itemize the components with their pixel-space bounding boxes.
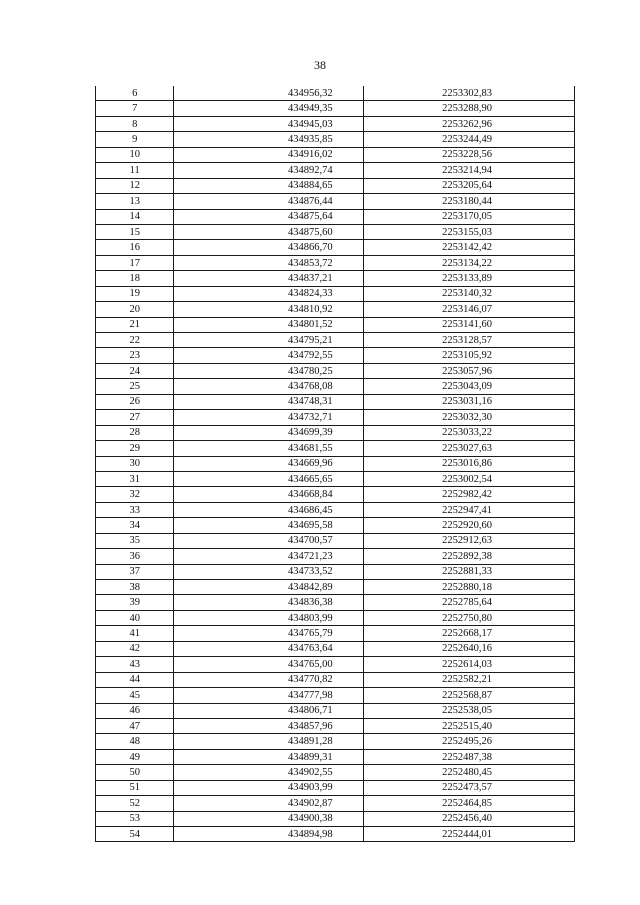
- x-coordinate-cell: 434875,64: [174, 209, 363, 224]
- table-row: [96, 672, 575, 687]
- table-row: [96, 132, 575, 147]
- point-number-cell: 41: [96, 626, 174, 641]
- point-number-cell: 10: [96, 147, 174, 162]
- x-coordinate-cell: 434748,31: [174, 394, 363, 409]
- point-number-cell: 9: [96, 132, 174, 147]
- table-row: [96, 765, 575, 780]
- table-row: [96, 147, 575, 162]
- table-row: [96, 394, 575, 409]
- y-coordinate-cell: 2253032,30: [363, 410, 574, 425]
- table-row: [96, 564, 575, 579]
- table-row: [96, 116, 575, 131]
- table-row: [96, 688, 575, 703]
- x-coordinate-cell: 434721,23: [174, 549, 363, 564]
- y-coordinate-cell: 2252473,57: [363, 780, 574, 795]
- table-row: [96, 317, 575, 332]
- table-row: [96, 718, 575, 733]
- point-number-cell: 33: [96, 502, 174, 517]
- y-coordinate-cell: 2253205,64: [363, 178, 574, 193]
- table-row: [96, 163, 575, 178]
- y-coordinate-cell: 2253043,09: [363, 379, 574, 394]
- point-number-cell: 46: [96, 703, 174, 718]
- y-coordinate-cell: 2252880,18: [363, 580, 574, 595]
- point-number-cell: 20: [96, 302, 174, 317]
- point-number-cell: 27: [96, 410, 174, 425]
- point-number-cell: 29: [96, 441, 174, 456]
- y-coordinate-cell: 2253288,90: [363, 101, 574, 116]
- table-row: [96, 194, 575, 209]
- table-row: [96, 271, 575, 286]
- coordinates-table-body: [96, 86, 575, 842]
- x-coordinate-cell: 434903,99: [174, 780, 363, 795]
- x-coordinate-cell: 434681,55: [174, 441, 363, 456]
- x-coordinate-cell: 434935,85: [174, 132, 363, 147]
- x-coordinate-cell: 434803,99: [174, 610, 363, 625]
- y-coordinate-cell: 2253244,49: [363, 132, 574, 147]
- y-coordinate-cell: 2252538,05: [363, 703, 574, 718]
- y-coordinate-cell: 2252947,41: [363, 502, 574, 517]
- x-coordinate-cell: 434875,60: [174, 224, 363, 239]
- point-number-cell: 28: [96, 425, 174, 440]
- coordinates-table: [95, 86, 575, 842]
- y-coordinate-cell: 2253134,22: [363, 255, 574, 270]
- y-coordinate-cell: 2252456,40: [363, 811, 574, 826]
- x-coordinate-cell: 434777,98: [174, 688, 363, 703]
- point-number-cell: 34: [96, 518, 174, 533]
- y-coordinate-cell: 2253140,32: [363, 286, 574, 301]
- x-coordinate-cell: 434900,38: [174, 811, 363, 826]
- y-coordinate-cell: 2252785,64: [363, 595, 574, 610]
- x-coordinate-cell: 434891,28: [174, 734, 363, 749]
- point-number-cell: 30: [96, 456, 174, 471]
- table-row: [96, 441, 575, 456]
- y-coordinate-cell: 2253228,56: [363, 147, 574, 162]
- x-coordinate-cell: 434899,31: [174, 749, 363, 764]
- point-number-cell: 13: [96, 194, 174, 209]
- x-coordinate-cell: 434806,71: [174, 703, 363, 718]
- point-number-cell: 18: [96, 271, 174, 286]
- x-coordinate-cell: 434945,03: [174, 116, 363, 131]
- point-number-cell: 36: [96, 549, 174, 564]
- x-coordinate-cell: 434765,00: [174, 657, 363, 672]
- table-row: [96, 178, 575, 193]
- y-coordinate-cell: 2253031,16: [363, 394, 574, 409]
- point-number-cell: 15: [96, 224, 174, 239]
- x-coordinate-cell: 434733,52: [174, 564, 363, 579]
- point-number-cell: 38: [96, 580, 174, 595]
- x-coordinate-cell: 434665,65: [174, 471, 363, 486]
- y-coordinate-cell: 2253180,44: [363, 194, 574, 209]
- point-number-cell: 17: [96, 255, 174, 270]
- y-coordinate-cell: 2252614,03: [363, 657, 574, 672]
- y-coordinate-cell: 2252881,33: [363, 564, 574, 579]
- table-row: [96, 518, 575, 533]
- point-number-cell: 51: [96, 780, 174, 795]
- x-coordinate-cell: 434801,52: [174, 317, 363, 332]
- table-row: [96, 626, 575, 641]
- table-row: [96, 641, 575, 656]
- y-coordinate-cell: 2252912,63: [363, 533, 574, 548]
- x-coordinate-cell: 434857,96: [174, 718, 363, 733]
- y-coordinate-cell: 2253033,22: [363, 425, 574, 440]
- table-row: [96, 734, 575, 749]
- table-row: [96, 657, 575, 672]
- x-coordinate-cell: 434884,65: [174, 178, 363, 193]
- table-row: [96, 410, 575, 425]
- y-coordinate-cell: 2252464,85: [363, 796, 574, 811]
- y-coordinate-cell: 2252892,38: [363, 549, 574, 564]
- table-row: [96, 425, 575, 440]
- point-number-cell: 22: [96, 333, 174, 348]
- x-coordinate-cell: 434763,64: [174, 641, 363, 656]
- y-coordinate-cell: 2253155,03: [363, 224, 574, 239]
- x-coordinate-cell: 434795,21: [174, 333, 363, 348]
- y-coordinate-cell: 2253142,42: [363, 240, 574, 255]
- table-row: [96, 286, 575, 301]
- table-row: [96, 610, 575, 625]
- table-row: [96, 348, 575, 363]
- point-number-cell: 37: [96, 564, 174, 579]
- table-row: [96, 333, 575, 348]
- point-number-cell: 32: [96, 487, 174, 502]
- table-row: [96, 240, 575, 255]
- y-coordinate-cell: 2253128,57: [363, 333, 574, 348]
- table-row: [96, 533, 575, 548]
- x-coordinate-cell: 434669,96: [174, 456, 363, 471]
- table-row: [96, 580, 575, 595]
- table-row: [96, 209, 575, 224]
- table-row: [96, 487, 575, 502]
- y-coordinate-cell: 2253002,54: [363, 471, 574, 486]
- point-number-cell: 7: [96, 101, 174, 116]
- table-row: [96, 86, 575, 101]
- x-coordinate-cell: 434686,45: [174, 502, 363, 517]
- table-row: [96, 302, 575, 317]
- x-coordinate-cell: 434836,38: [174, 595, 363, 610]
- point-number-cell: 31: [96, 471, 174, 486]
- table-row: [96, 780, 575, 795]
- y-coordinate-cell: 2252444,01: [363, 827, 574, 842]
- point-number-cell: 6: [96, 86, 174, 101]
- point-number-cell: 14: [96, 209, 174, 224]
- y-coordinate-cell: 2253057,96: [363, 363, 574, 378]
- y-coordinate-cell: 2253302,83: [363, 86, 574, 101]
- x-coordinate-cell: 434842,89: [174, 580, 363, 595]
- point-number-cell: 26: [96, 394, 174, 409]
- table-row: [96, 101, 575, 116]
- table-row: [96, 471, 575, 486]
- y-coordinate-cell: 2252982,42: [363, 487, 574, 502]
- x-coordinate-cell: 434902,55: [174, 765, 363, 780]
- table-row: [96, 502, 575, 517]
- x-coordinate-cell: 434770,82: [174, 672, 363, 687]
- x-coordinate-cell: 434902,87: [174, 796, 363, 811]
- point-number-cell: 35: [96, 533, 174, 548]
- table-row: [96, 379, 575, 394]
- x-coordinate-cell: 434700,57: [174, 533, 363, 548]
- table-row: [96, 796, 575, 811]
- x-coordinate-cell: 434780,25: [174, 363, 363, 378]
- y-coordinate-cell: 2253027,63: [363, 441, 574, 456]
- x-coordinate-cell: 434792,55: [174, 348, 363, 363]
- point-number-cell: 19: [96, 286, 174, 301]
- y-coordinate-cell: 2253133,89: [363, 271, 574, 286]
- point-number-cell: 40: [96, 610, 174, 625]
- y-coordinate-cell: 2253141,60: [363, 317, 574, 332]
- table-row: [96, 749, 575, 764]
- x-coordinate-cell: 434695,58: [174, 518, 363, 533]
- y-coordinate-cell: 2253146,07: [363, 302, 574, 317]
- x-coordinate-cell: 434892,74: [174, 163, 363, 178]
- point-number-cell: 16: [96, 240, 174, 255]
- point-number-cell: 50: [96, 765, 174, 780]
- y-coordinate-cell: 2252515,40: [363, 718, 574, 733]
- table-row: [96, 224, 575, 239]
- point-number-cell: 49: [96, 749, 174, 764]
- point-number-cell: 53: [96, 811, 174, 826]
- page-number: 38: [314, 58, 326, 72]
- table-row: [96, 595, 575, 610]
- y-coordinate-cell: 2252487,38: [363, 749, 574, 764]
- table-row: [96, 703, 575, 718]
- x-coordinate-cell: 434668,84: [174, 487, 363, 502]
- table-row: [96, 255, 575, 270]
- y-coordinate-cell: 2252568,87: [363, 688, 574, 703]
- point-number-cell: 25: [96, 379, 174, 394]
- y-coordinate-cell: 2252668,17: [363, 626, 574, 641]
- y-coordinate-cell: 2252582,21: [363, 672, 574, 687]
- y-coordinate-cell: 2252640,16: [363, 641, 574, 656]
- table-row: [96, 827, 575, 842]
- table-row: [96, 456, 575, 471]
- point-number-cell: 43: [96, 657, 174, 672]
- point-number-cell: 23: [96, 348, 174, 363]
- x-coordinate-cell: 434732,71: [174, 410, 363, 425]
- y-coordinate-cell: 2252495,26: [363, 734, 574, 749]
- point-number-cell: 52: [96, 796, 174, 811]
- point-number-cell: 21: [96, 317, 174, 332]
- y-coordinate-cell: 2253170,05: [363, 209, 574, 224]
- point-number-cell: 42: [96, 641, 174, 656]
- y-coordinate-cell: 2253105,92: [363, 348, 574, 363]
- point-number-cell: 54: [96, 827, 174, 842]
- x-coordinate-cell: 434876,44: [174, 194, 363, 209]
- point-number-cell: 8: [96, 116, 174, 131]
- y-coordinate-cell: 2252480,45: [363, 765, 574, 780]
- y-coordinate-cell: 2252920,60: [363, 518, 574, 533]
- point-number-cell: 11: [96, 163, 174, 178]
- x-coordinate-cell: 434853,72: [174, 255, 363, 270]
- x-coordinate-cell: 434894,98: [174, 827, 363, 842]
- table-row: [96, 549, 575, 564]
- x-coordinate-cell: 434810,92: [174, 302, 363, 317]
- point-number-cell: 47: [96, 718, 174, 733]
- y-coordinate-cell: 2253262,96: [363, 116, 574, 131]
- point-number-cell: 39: [96, 595, 174, 610]
- table-row: [96, 811, 575, 826]
- x-coordinate-cell: 434956,32: [174, 86, 363, 101]
- x-coordinate-cell: 434765,79: [174, 626, 363, 641]
- y-coordinate-cell: 2253214,94: [363, 163, 574, 178]
- table-row: [96, 363, 575, 378]
- x-coordinate-cell: 434916,02: [174, 147, 363, 162]
- y-coordinate-cell: 2252750,80: [363, 610, 574, 625]
- point-number-cell: 48: [96, 734, 174, 749]
- x-coordinate-cell: 434699,39: [174, 425, 363, 440]
- x-coordinate-cell: 434768,08: [174, 379, 363, 394]
- x-coordinate-cell: 434837,21: [174, 271, 363, 286]
- point-number-cell: 45: [96, 688, 174, 703]
- x-coordinate-cell: 434866,70: [174, 240, 363, 255]
- point-number-cell: 12: [96, 178, 174, 193]
- point-number-cell: 24: [96, 363, 174, 378]
- x-coordinate-cell: 434824,33: [174, 286, 363, 301]
- y-coordinate-cell: 2253016,86: [363, 456, 574, 471]
- x-coordinate-cell: 434949,35: [174, 101, 363, 116]
- point-number-cell: 44: [96, 672, 174, 687]
